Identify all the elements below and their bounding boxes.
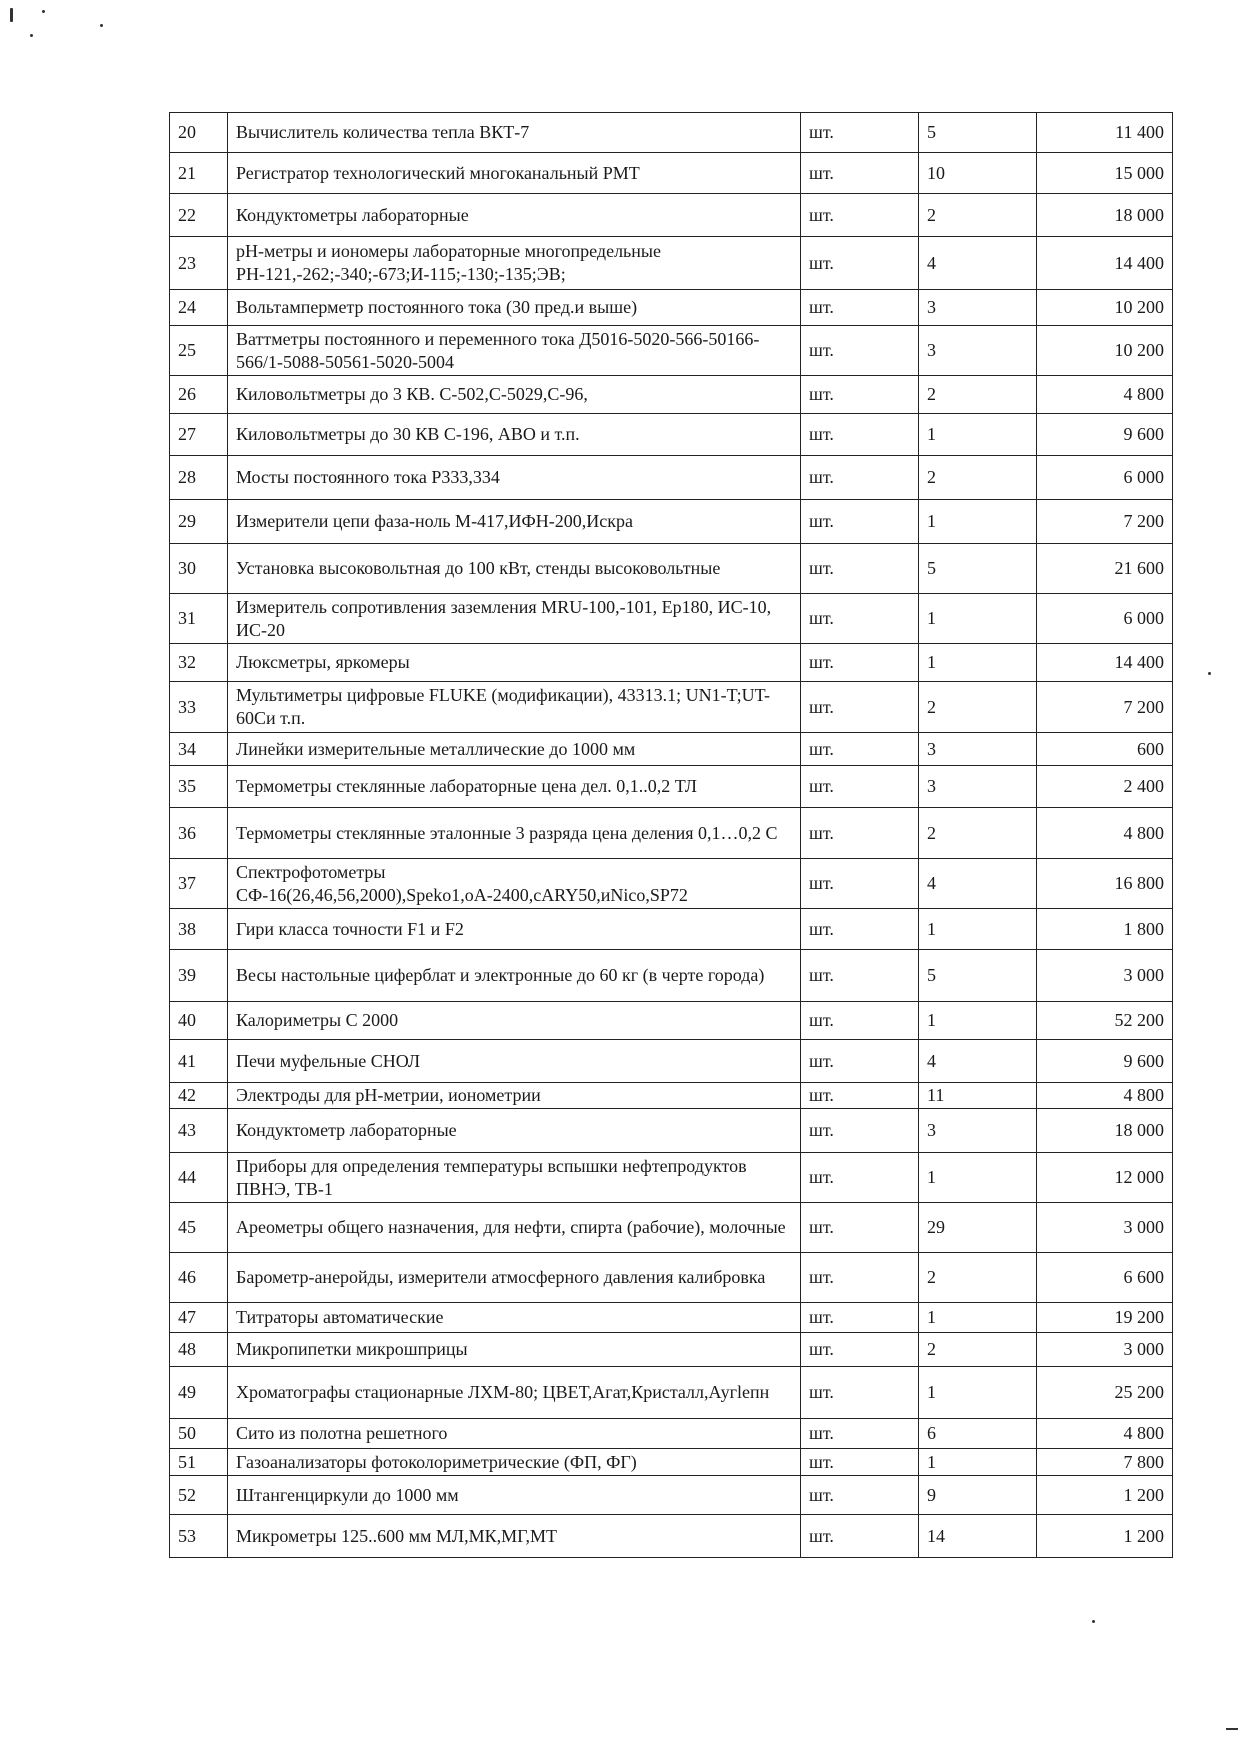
- price-cell: 15 000: [1037, 153, 1173, 194]
- table-row: [170, 1153, 1173, 1203]
- table-row: [170, 733, 1173, 766]
- price-cell: 21 600: [1037, 544, 1173, 594]
- price-cell: 52 200: [1037, 1002, 1173, 1040]
- item-name-cell: Термометры стеклянные эталонные 3 разряда цена деления 0,1…0,2 С: [228, 808, 801, 859]
- quantity-cell: 4: [919, 859, 1037, 909]
- price-cell: 10 200: [1037, 326, 1173, 376]
- item-name-cell: Сито из полотна решетного: [228, 1419, 801, 1449]
- quantity-cell: 4: [919, 237, 1037, 290]
- item-name-cell: Штангенциркули до 1000 мм: [228, 1476, 801, 1515]
- quantity-cell: 6: [919, 1419, 1037, 1449]
- price-cell: 7 800: [1037, 1449, 1173, 1476]
- quantity-cell: 2: [919, 682, 1037, 733]
- unit-cell: шт.: [801, 500, 919, 544]
- unit-cell: шт.: [801, 544, 919, 594]
- scan-speck: [1208, 672, 1211, 675]
- row-number-cell: 41: [170, 1040, 228, 1083]
- item-name-cell: Линейки измерительные металлические до 1000 мм: [228, 733, 801, 766]
- quantity-cell: 11: [919, 1083, 1037, 1109]
- quantity-cell: 2: [919, 376, 1037, 414]
- table-row: [170, 808, 1173, 859]
- quantity-cell: 2: [919, 456, 1037, 500]
- table-row: [170, 1203, 1173, 1253]
- scan-speck: [10, 8, 13, 22]
- unit-cell: шт.: [801, 909, 919, 950]
- quantity-cell: 3: [919, 1109, 1037, 1153]
- unit-cell: шт.: [801, 1367, 919, 1419]
- table-row: [170, 1449, 1173, 1476]
- item-name-cell: Микрометры 125..600 мм МЛ,МК,МГ,МТ: [228, 1515, 801, 1558]
- unit-cell: шт.: [801, 1153, 919, 1203]
- unit-cell: шт.: [801, 1333, 919, 1367]
- quantity-cell: 1: [919, 414, 1037, 456]
- item-name-cell: Кондуктометр лабораторные: [228, 1109, 801, 1153]
- table-row: [170, 500, 1173, 544]
- unit-cell: шт.: [801, 153, 919, 194]
- price-cell: 3 000: [1037, 1203, 1173, 1253]
- price-cell: 9 600: [1037, 1040, 1173, 1083]
- table-row: [170, 1515, 1173, 1558]
- row-number-cell: 32: [170, 644, 228, 682]
- table-row: [170, 909, 1173, 950]
- table-row: [170, 113, 1173, 153]
- price-cell: 3 000: [1037, 1333, 1173, 1367]
- item-name-cell: Микропипетки микрошприцы: [228, 1333, 801, 1367]
- quantity-cell: 5: [919, 950, 1037, 1002]
- table-row: [170, 376, 1173, 414]
- unit-cell: шт.: [801, 1203, 919, 1253]
- price-cell: 18 000: [1037, 1109, 1173, 1153]
- item-name-cell: Установка высоковольтная до 100 кВт, стенды высоковольтные: [228, 544, 801, 594]
- unit-cell: шт.: [801, 808, 919, 859]
- item-name-cell: Вычислитель количества тепла ВКТ-7: [228, 113, 801, 153]
- row-number-cell: 43: [170, 1109, 228, 1153]
- table-row: [170, 766, 1173, 808]
- table-row: [170, 456, 1173, 500]
- item-name-cell: Электроды для рН-метрии, ионометрии: [228, 1083, 801, 1109]
- quantity-cell: 14: [919, 1515, 1037, 1558]
- item-name-cell: Ваттметры постоянного и переменного тока Д5016-5020-566-50166-566/1-5088-50561-5020-5004: [228, 326, 801, 376]
- quantity-cell: 1: [919, 909, 1037, 950]
- price-cell: 1 200: [1037, 1476, 1173, 1515]
- price-cell: 7 200: [1037, 500, 1173, 544]
- price-cell: 4 800: [1037, 376, 1173, 414]
- price-cell: 25 200: [1037, 1367, 1173, 1419]
- item-name-cell: Термометры стеклянные лабораторные цена дел. 0,1..0,2 ТЛ: [228, 766, 801, 808]
- unit-cell: шт.: [801, 1419, 919, 1449]
- price-cell: 6 600: [1037, 1253, 1173, 1303]
- quantity-cell: 2: [919, 194, 1037, 237]
- price-cell: 1 800: [1037, 909, 1173, 950]
- price-cell: 4 800: [1037, 808, 1173, 859]
- item-name-cell: Ареометры общего назначения, для нефти, спирта (рабочие), молочные: [228, 1203, 801, 1253]
- price-cell: 4 800: [1037, 1419, 1173, 1449]
- table-row: [170, 644, 1173, 682]
- table-row: [170, 326, 1173, 376]
- price-table: [169, 112, 1173, 1558]
- table-row: [170, 1333, 1173, 1367]
- table-row: [170, 594, 1173, 644]
- table-row: [170, 1253, 1173, 1303]
- quantity-cell: 1: [919, 1153, 1037, 1203]
- unit-cell: шт.: [801, 456, 919, 500]
- item-name-cell: Спектрофотометры СФ-16(26,46,56,2000),Speko1,оА-2400,cARY50,иNico,SP72: [228, 859, 801, 909]
- row-number-cell: 51: [170, 1449, 228, 1476]
- row-number-cell: 25: [170, 326, 228, 376]
- quantity-cell: 2: [919, 808, 1037, 859]
- price-cell: 16 800: [1037, 859, 1173, 909]
- price-cell: 3 000: [1037, 950, 1173, 1002]
- item-name-cell: Калориметры С 2000: [228, 1002, 801, 1040]
- row-number-cell: 52: [170, 1476, 228, 1515]
- row-number-cell: 24: [170, 290, 228, 326]
- item-name-cell: рН-метры и иономеры лабораторные многопредельные РН-121,-262;-340;-673;И-115;-130;-135;ЭВ;: [228, 237, 801, 290]
- item-name-cell: Печи муфельные СНОЛ: [228, 1040, 801, 1083]
- quantity-cell: 1: [919, 1002, 1037, 1040]
- row-number-cell: 30: [170, 544, 228, 594]
- scan-speck: [30, 34, 33, 37]
- unit-cell: шт.: [801, 1083, 919, 1109]
- row-number-cell: 35: [170, 766, 228, 808]
- scan-speck: [100, 24, 103, 27]
- item-name-cell: Мультиметры цифровые FLUKE (модификации), 43313.1; UN1-T;UT-60Си т.п.: [228, 682, 801, 733]
- unit-cell: шт.: [801, 644, 919, 682]
- quantity-cell: 1: [919, 500, 1037, 544]
- row-number-cell: 50: [170, 1419, 228, 1449]
- row-number-cell: 42: [170, 1083, 228, 1109]
- quantity-cell: 4: [919, 1040, 1037, 1083]
- quantity-cell: 5: [919, 113, 1037, 153]
- row-number-cell: 38: [170, 909, 228, 950]
- row-number-cell: 29: [170, 500, 228, 544]
- unit-cell: шт.: [801, 1515, 919, 1558]
- unit-cell: шт.: [801, 950, 919, 1002]
- row-number-cell: 40: [170, 1002, 228, 1040]
- table-row: [170, 1476, 1173, 1515]
- price-cell: 9 600: [1037, 414, 1173, 456]
- table-row: [170, 544, 1173, 594]
- item-name-cell: Люксметры, яркомеры: [228, 644, 801, 682]
- unit-cell: шт.: [801, 1002, 919, 1040]
- price-table-body: [170, 113, 1173, 1558]
- item-name-cell: Хроматографы стационарные ЛХМ-80; ЦВЕТ,Агат,Кристалл,Аугlепн: [228, 1367, 801, 1419]
- price-cell: 12 000: [1037, 1153, 1173, 1203]
- item-name-cell: Приборы для определения температуры вспышки нефтепродуктов ПВНЭ, ТВ-1: [228, 1153, 801, 1203]
- table-row: [170, 682, 1173, 733]
- table-row: [170, 950, 1173, 1002]
- row-number-cell: 22: [170, 194, 228, 237]
- row-number-cell: 45: [170, 1203, 228, 1253]
- quantity-cell: 1: [919, 1449, 1037, 1476]
- unit-cell: шт.: [801, 766, 919, 808]
- unit-cell: шт.: [801, 733, 919, 766]
- price-cell: 11 400: [1037, 113, 1173, 153]
- price-cell: 10 200: [1037, 290, 1173, 326]
- quantity-cell: 1: [919, 594, 1037, 644]
- scan-speck: [42, 10, 45, 13]
- quantity-cell: 1: [919, 1367, 1037, 1419]
- table-row: [170, 1367, 1173, 1419]
- quantity-cell: 10: [919, 153, 1037, 194]
- table-row: [170, 1419, 1173, 1449]
- price-cell: 1 200: [1037, 1515, 1173, 1558]
- unit-cell: шт.: [801, 859, 919, 909]
- row-number-cell: 46: [170, 1253, 228, 1303]
- quantity-cell: 2: [919, 1333, 1037, 1367]
- item-name-cell: Кондуктометры лабораторные: [228, 194, 801, 237]
- table-row: [170, 290, 1173, 326]
- row-number-cell: 47: [170, 1303, 228, 1333]
- item-name-cell: Вольтамперметр постоянного тока (30 пред.и выше): [228, 290, 801, 326]
- unit-cell: шт.: [801, 1476, 919, 1515]
- quantity-cell: 1: [919, 1303, 1037, 1333]
- row-number-cell: 37: [170, 859, 228, 909]
- table-row: [170, 1083, 1173, 1109]
- quantity-cell: 2: [919, 1253, 1037, 1303]
- table-row: [170, 414, 1173, 456]
- price-cell: 14 400: [1037, 237, 1173, 290]
- item-name-cell: Регистратор технологический многоканальный РМТ: [228, 153, 801, 194]
- quantity-cell: 3: [919, 766, 1037, 808]
- item-name-cell: Барометр-анеройды, измерители атмосферного давления калибровка: [228, 1253, 801, 1303]
- quantity-cell: 3: [919, 290, 1037, 326]
- row-number-cell: 53: [170, 1515, 228, 1558]
- unit-cell: шт.: [801, 290, 919, 326]
- unit-cell: шт.: [801, 113, 919, 153]
- unit-cell: шт.: [801, 682, 919, 733]
- price-cell: 7 200: [1037, 682, 1173, 733]
- price-cell: 600: [1037, 733, 1173, 766]
- price-cell: 2 400: [1037, 766, 1173, 808]
- item-name-cell: Гири класса точности F1 и F2: [228, 909, 801, 950]
- unit-cell: шт.: [801, 414, 919, 456]
- item-name-cell: Весы настольные циферблат и электронные до 60 кг (в черте города): [228, 950, 801, 1002]
- item-name-cell: Киловольтметры до 3 КВ. С-502,С-5029,С-96,: [228, 376, 801, 414]
- quantity-cell: 3: [919, 733, 1037, 766]
- scan-speck: [1226, 1728, 1238, 1730]
- quantity-cell: 3: [919, 326, 1037, 376]
- price-cell: 19 200: [1037, 1303, 1173, 1333]
- table-row: [170, 194, 1173, 237]
- unit-cell: шт.: [801, 237, 919, 290]
- row-number-cell: 49: [170, 1367, 228, 1419]
- row-number-cell: 26: [170, 376, 228, 414]
- unit-cell: шт.: [801, 1253, 919, 1303]
- quantity-cell: 29: [919, 1203, 1037, 1253]
- scan-speck: [1092, 1620, 1095, 1623]
- row-number-cell: 44: [170, 1153, 228, 1203]
- table-row: [170, 153, 1173, 194]
- price-cell: 6 000: [1037, 594, 1173, 644]
- row-number-cell: 33: [170, 682, 228, 733]
- item-name-cell: Титраторы автоматические: [228, 1303, 801, 1333]
- item-name-cell: Измерители цепи фаза-ноль М-417,ИФН-200,Искра: [228, 500, 801, 544]
- row-number-cell: 23: [170, 237, 228, 290]
- price-cell: 4 800: [1037, 1083, 1173, 1109]
- unit-cell: шт.: [801, 594, 919, 644]
- table-row: [170, 1002, 1173, 1040]
- row-number-cell: 27: [170, 414, 228, 456]
- quantity-cell: 9: [919, 1476, 1037, 1515]
- unit-cell: шт.: [801, 194, 919, 237]
- row-number-cell: 34: [170, 733, 228, 766]
- row-number-cell: 48: [170, 1333, 228, 1367]
- row-number-cell: 31: [170, 594, 228, 644]
- unit-cell: шт.: [801, 326, 919, 376]
- item-name-cell: Измеритель сопротивления заземления MRU-100,-101, Ep180, ИС-10, ИС-20: [228, 594, 801, 644]
- item-name-cell: Газоанализаторы фотоколориметрические (ФП, ФГ): [228, 1449, 801, 1476]
- quantity-cell: 1: [919, 644, 1037, 682]
- unit-cell: шт.: [801, 1303, 919, 1333]
- row-number-cell: 21: [170, 153, 228, 194]
- unit-cell: шт.: [801, 1109, 919, 1153]
- item-name-cell: Мосты постоянного тока Р333,334: [228, 456, 801, 500]
- table-row: [170, 1109, 1173, 1153]
- table-row: [170, 1040, 1173, 1083]
- quantity-cell: 5: [919, 544, 1037, 594]
- table-row: [170, 859, 1173, 909]
- row-number-cell: 36: [170, 808, 228, 859]
- row-number-cell: 20: [170, 113, 228, 153]
- unit-cell: шт.: [801, 1449, 919, 1476]
- unit-cell: шт.: [801, 1040, 919, 1083]
- table-row: [170, 1303, 1173, 1333]
- price-cell: 18 000: [1037, 194, 1173, 237]
- unit-cell: шт.: [801, 376, 919, 414]
- item-name-cell: Киловольтметры до 30 КВ С-196, АВО и т.п.: [228, 414, 801, 456]
- row-number-cell: 39: [170, 950, 228, 1002]
- table-row: [170, 237, 1173, 290]
- price-cell: 14 400: [1037, 644, 1173, 682]
- price-cell: 6 000: [1037, 456, 1173, 500]
- row-number-cell: 28: [170, 456, 228, 500]
